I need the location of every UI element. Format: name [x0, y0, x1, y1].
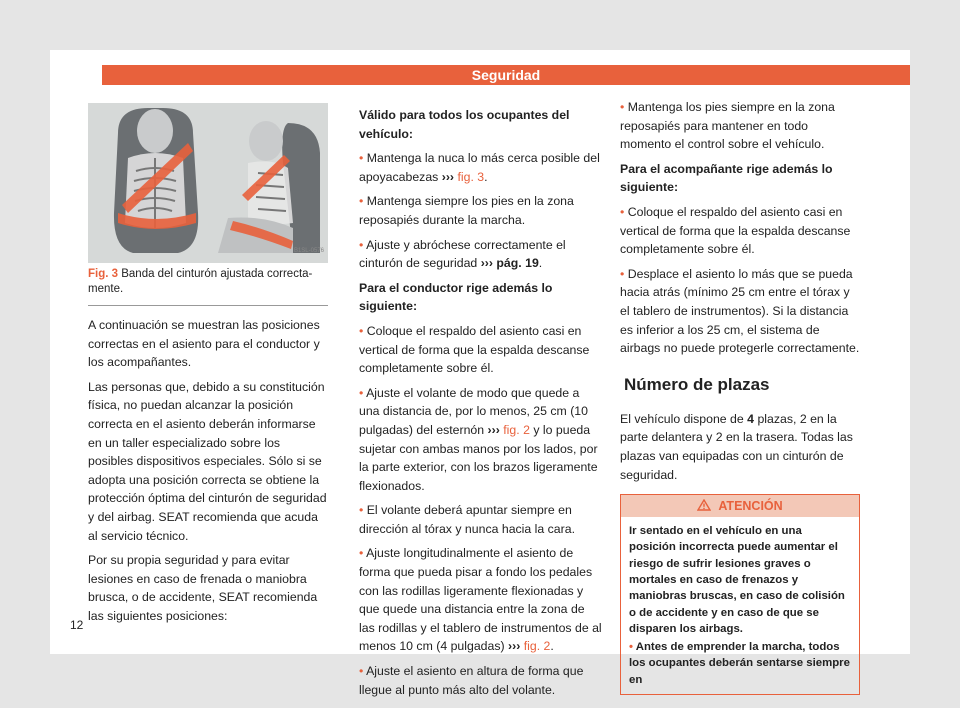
- list-item: • Ajuste el volante de modo que quede a una distancia de, por lo menos, 25 cm (10 pulgadas) del esternón ››› fig. 2 y lo pueda sujetar con ambas manos por los lados, por la parte exterior, con los brazos ligeramente flexionados.: [359, 385, 598, 493]
- figure-caption: [88, 267, 328, 306]
- bullet-icon: •: [620, 204, 625, 219]
- figure-label: Fig. 3: [88, 268, 119, 280]
- paragraph: Las personas que, debido a su constitución física, no puedan alcanzar la posición correcta en el asiento deberán informarse en un taller especializado sobre los posibles dispositivos especiales. Sólo si se adopta una posición correcta se obtiene la protección óptima del cinturón de seguridad y del airbag. SEAT recomienda que acuda al servicio técnico.: [88, 379, 327, 543]
- list-item: • El volante deberá apuntar siempre en dirección al tórax y nunca hacia la cara.: [359, 503, 575, 536]
- seatbelt-illustration: [88, 103, 328, 263]
- bullet-icon: •: [359, 194, 364, 209]
- arrow-icon: ›››: [487, 422, 500, 437]
- list-item: • Ajuste y abróchese correctamente el cinturón de seguridad ››› pág. 19.: [359, 237, 566, 271]
- seat-count: 4: [747, 411, 755, 426]
- bullet-icon: •: [620, 266, 625, 281]
- bullet-icon: •: [359, 151, 364, 166]
- cross-reference-link[interactable]: fig. 3: [457, 169, 485, 184]
- arrow-icon: ›››: [441, 169, 455, 184]
- document-page: [50, 50, 910, 697]
- bullet-icon: •: [359, 237, 364, 252]
- warning-body: [621, 517, 859, 694]
- paragraph: Por su propia seguridad y para evitar lesiones en caso de frenada o maniobra brusca, o de accidente, SEAT recomienda las siguientes posiciones:: [88, 553, 318, 623]
- warning-header: [621, 495, 859, 517]
- list-item: • Mantenga los pies siempre en la zona reposapiés para mantener en todo momento el control sobre el vehículo.: [620, 100, 835, 152]
- column-middle: [359, 100, 603, 705]
- cross-reference-link[interactable]: pág. 19: [496, 256, 539, 271]
- figure-code: B1SL-0576: [293, 248, 324, 255]
- subheading: Para el acompañante rige además lo siguiente:: [620, 161, 833, 195]
- bullet-icon: •: [629, 641, 633, 654]
- page-number: 12: [70, 618, 84, 632]
- list-item: • Mantenga la nuca lo más cerca posible del apoyacabezas ››› fig. 3.: [359, 151, 600, 184]
- bullet-icon: •: [359, 503, 364, 518]
- list-item: • Coloque el respaldo del asiento casi en vertical de forma que la espalda descanse completamente sobre él.: [359, 323, 590, 376]
- cross-reference-link[interactable]: fig. 2: [523, 639, 551, 654]
- section-header: Seguridad: [102, 65, 910, 85]
- warning-paragraph: Ir sentado en el vehículo en una posición incorrecta puede aumentar el riesgo de sufrir lesiones graves o mortales en caso de frenazos y maniobras bruscas, en caso de colisión o de accidente y en caso de que se disparen los airbags.: [629, 525, 845, 635]
- bullet-icon: •: [359, 546, 364, 561]
- column-right: [620, 98, 860, 695]
- paragraph: El vehículo dispone de 4 plazas, 2 en la parte delantera y 2 en la trasera. Todas las plazas van equipadas con un cinturón de seguridad.: [620, 411, 853, 482]
- list-item: • Mantenga siempre los pies en la zona reposapiés durante la marcha.: [359, 194, 574, 227]
- section-title: Número de plazas: [624, 374, 770, 394]
- warning-box: [620, 494, 860, 695]
- subheading: Para el conductor rige además lo siguiente:: [359, 280, 553, 314]
- cross-reference-link[interactable]: fig. 2: [503, 422, 530, 437]
- figure-caption-text: Banda del cinturón ajustada correcta- mente.: [88, 268, 313, 295]
- bullet-icon: •: [359, 664, 364, 679]
- column-left: [88, 103, 328, 632]
- bullet-icon: •: [359, 385, 364, 400]
- list-item: • Coloque el respaldo del asiento casi en vertical de forma que la espalda descanse completamente sobre él.: [620, 204, 851, 257]
- paragraph: A continuación se muestran las posiciones correctas en el asiento para el conductor y los acompañantes.: [88, 318, 320, 370]
- bullet-icon: •: [620, 100, 625, 114]
- warning-triangle-icon: [697, 495, 711, 517]
- list-item: • Ajuste el asiento en altura de forma que llegue al punto más alto del volante.: [359, 664, 584, 697]
- arrow-icon: ›››: [508, 639, 521, 654]
- arrow-icon: ›››: [480, 256, 493, 271]
- list-item: • Desplace el asiento lo más que se pueda hacia atrás (mínimo 25 cm entre el tórax y el tablero de instrumentos). Si la distancia es inferior a los 25 cm, el sistema de airbags no puede protegerle correctamente.: [620, 266, 860, 356]
- warning-title: ATENCIÓN: [718, 499, 783, 514]
- figure-seatbelt: [88, 103, 328, 263]
- warning-list-item: • Antes de emprender la marcha, todos los ocupantes deberán sentarse siempre en: [629, 641, 850, 686]
- bullet-icon: •: [359, 323, 364, 338]
- list-item: • Ajuste longitudinalmente el asiento de forma que pueda pisar a fondo los pedales con las rodillas ligeramente flexionadas y que quede una distancia entre la zona de las rodillas y el tablero de instrumentos de al menos 10 cm (4 pulgadas) ››› fig. 2.: [359, 546, 602, 654]
- subheading: Válido para todos los ocupantes del vehículo:: [359, 108, 570, 141]
